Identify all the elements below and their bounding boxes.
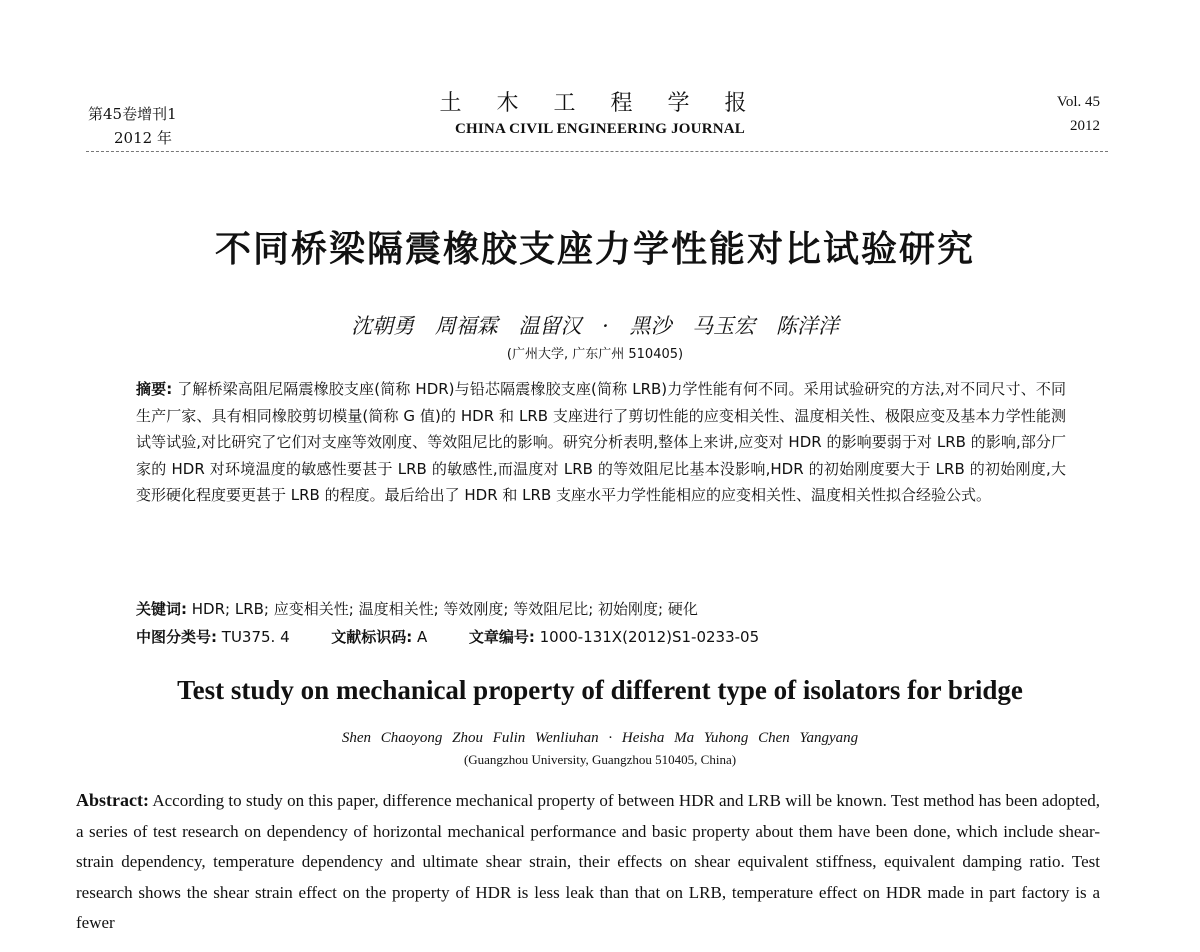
year-en: 2012 (1070, 118, 1100, 134)
keywords-cn-label: 关键词: (136, 600, 187, 618)
doc-code-value: A (416, 628, 428, 646)
abstract-cn-text: 了解桥梁高阻尼隔震橡胶支座(简称 HDR)与铅芯隔震橡胶支座(简称 LRB)力学性能有何不同。采用试验研究的方法,对不同尺寸、不同生产厂家、具有相同橡胶剪切模量(简称 G 值)的 HDR 和 LRB 支座进行了剪切性能的应变相关性、温度相关性、极限应变及基本力学性能测试等试验,对比研究了它们对支座等效刚度、等效阻尼比的影响。研究分析表明,整体上来讲,应变对 HDR 的影响要弱于对 LRB 的影响,部分厂家的 HDR 对环境温度的敏感性要甚于 LRB 的敏感性,而温度对 LRB 的等效阻尼比基本没影响,HDR 的初始刚度要大于 LRB 的初始刚度,大变形硬化程度要更甚于 LRB 的程度。最后给出了 HDR 和 LRB 支座水平力学性能相应的应变相关性、温度相关性拟合经验公式。 (136, 380, 1066, 504)
article-title-en: Test study on mechanical property of different type of isolators for bridge (177, 675, 1023, 705)
journal-name (400, 90, 800, 140)
volume-issue-cn: 第45卷增刊1 (88, 105, 177, 123)
year-cn: 2012 年 (114, 129, 172, 147)
abstract-en (76, 785, 1100, 939)
authors-cn: 沈朝勇 周福霖 温留汉 · 黑沙 马玉宏 陈洋洋 (351, 314, 839, 338)
abstract-en-text: According to study on this paper, difference mechanical property of between HDR and LRB will be known. Test method has been adopted, a series of test research on dependency of horizontal mechanical performance and basic property about them have been done, which include shear-strain dependency, temperature dependency and ultimate shear strain, their effects on shear equivalent stiffness, equivalent damping ratio. Test research shows the shear strain effect on the property of HDR is less leak than that on LRB, temperature effect on HDR made in part factory is a fewer (76, 791, 1100, 932)
affiliation-en: (Guangzhou University, Guangzhou 510405, China) (463, 752, 737, 767)
article-no-value: 1000-131X(2012)S1-0233-05 (539, 628, 760, 646)
abstract-en-label: Abstract: (76, 790, 149, 810)
header-divider (86, 151, 1108, 152)
journal-name-cn: 土 木 工 程 学 报 (439, 91, 761, 116)
header-left (88, 102, 248, 150)
keywords-cn (136, 597, 1066, 621)
clc-label: 中图分类号: (136, 628, 217, 646)
doc-code-label: 文献标识码: (331, 628, 413, 646)
journal-name-en: CHINA CIVIL ENGINEERING JOURNAL (455, 121, 745, 137)
header-right (1000, 90, 1100, 138)
abstract-cn-label: 摘要: (136, 380, 173, 398)
abstract-cn (136, 376, 1066, 509)
keywords-cn-text: HDR; LRB; 应变相关性; 温度相关性; 等效刚度; 等效阻尼比; 初始刚度; 硬化 (191, 600, 698, 618)
authors-en: Shen Chaoyong Zhou Fulin Wenliuhan · Heisha Ma Yuhong Chen Yangyang (341, 730, 859, 746)
volume-en: Vol. 45 (1056, 94, 1100, 110)
affiliation-cn: (广州大学, 广东广州 510405) (506, 347, 684, 362)
article-title-cn: 不同桥梁隔震橡胶支座力学性能对比试验研究 (214, 229, 975, 270)
classification-line (136, 625, 1066, 649)
article-no-label: 文章编号: (468, 628, 535, 646)
clc-value: TU375. 4 (221, 628, 290, 646)
